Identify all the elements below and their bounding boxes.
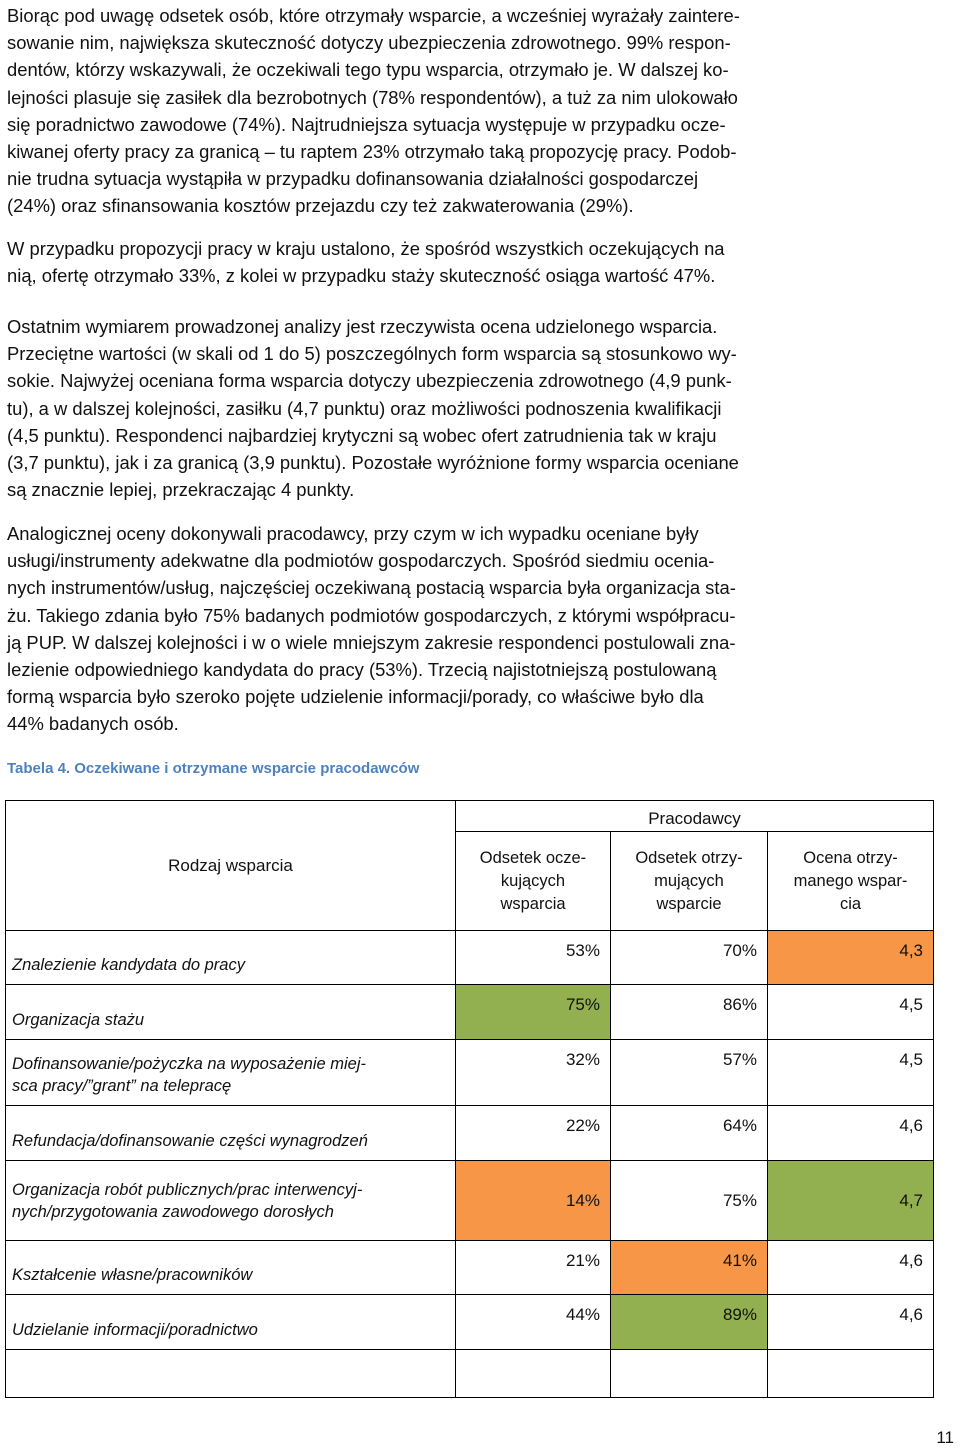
paragraph-employers: Analogicznej oceny dokonywali pracodawcy, przy czym w ich wypadku oceniane były usługi/instrumenty adekwatne dla podmiotów gospodarczych. Spośród siedmiu ocenia- nych instrumentów/usług, najczęściej oczekiwaną postacią wsparcia była organizacja sta- żu. Takiego zdania było 75% badanych podmiotów gospodarczych, z którymi współpracu- ją PUP. W dalszej kolejności i w o wiele mniejszym zakresie respondenci postulowali zna- lezienie odpowiedniego kandydata do pracy (53%). Trzecią najistotniejszą postulowaną formą wsparcia było szeroko pojęte udzielenie informacji/porady, co właściwe było dla 44% badanych osób. [7,523,736,735]
expected-value: 75% [456,985,611,1040]
row-label: Refundacja/dofinansowanie części wynagrodzeń [6,1106,456,1161]
rating-value: 4,6 [768,1106,934,1161]
row-label: Dofinansowanie/pożyczka na wyposażenie miej- sca pracy/”grant” na telepracę [6,1040,456,1106]
row-label: Organizacja stażu [6,985,456,1040]
rating-value: 4,5 [768,985,934,1040]
expected-value: 44% [456,1295,611,1350]
header-expected-percent: Odsetek ocze- kujących wsparcia [456,832,611,931]
row-label: Udzielanie informacji/poradnictwo [6,1295,456,1350]
table-caption: Tabela 4. Oczekiwane i otrzymane wsparcie pracodawców [7,760,420,777]
page-number: 11 [936,1428,954,1447]
received-value: 89% [611,1295,768,1350]
expected-value: 53% [456,931,611,985]
header-rating: Ocena otrzy- manego wspar- cia [768,832,934,931]
received-value: 64% [611,1106,768,1161]
paragraph-job-offers: W przypadku propozycji pracy w kraju ustalono, że spośród wszystkich oczekujących na nią, ofertę otrzymało 33%, z kolei w przypadku staży skuteczność osiąga wartość 47%. [7,238,725,287]
header-received-percent: Odsetek otrzy- mujących wsparcie [611,832,768,931]
received-value: 75% [611,1161,768,1241]
rating-value: 4,6 [768,1295,934,1350]
table-empty-cell [456,1350,611,1398]
header-support-type: Rodzaj wsparcia [6,801,456,931]
paragraph-effectiveness: Biorąc pod uwagę odsetek osób, które otrzymały wsparcie, a wcześniej wyrażały zaintere- sowanie nim, największa skuteczność dotyczy ubezpieczenia zdrowotnego. 99% respon- dentów, którzy wskazywali, że oczekiwali tego typu wsparcia, otrzymało je. W dalszej ko- lejności plasuje się zasiłek dla bezrobotnych (78% respondentów), a tuż za nim ulokowało się poradnictwo zawodowe (74%). Najtrudniejsza sytuacja występuje w przypadku ocze- kiwanej oferty pracy za granicą – tu raptem 23% otrzymało taką propozycję pracy. Podob- nie trudna sytuacja wystąpiła w przypadku dofinansowania działalności gospodarczej (24%) oraz sfinansowania kosztów przejazdu czy też zakwaterowania (29%). [7,5,740,217]
row-label: Kształcenie własne/pracowników [6,1241,456,1295]
employer-support-table [5,800,934,1398]
expected-value: 22% [456,1106,611,1161]
table-empty-cell [611,1350,768,1398]
table-empty-cell [6,1350,456,1398]
table-row [6,985,934,1040]
rating-value: 4,7 [768,1161,934,1241]
received-value: 41% [611,1241,768,1295]
table-row [6,1161,934,1241]
table-row [6,1241,934,1295]
expected-value: 32% [456,1040,611,1106]
rating-value: 4,5 [768,1040,934,1106]
expected-value: 21% [456,1241,611,1295]
row-label: Organizacja robót publicznych/prac interwencyj- nych/przygotowania zawodowego dorosłych [6,1161,456,1241]
received-value: 57% [611,1040,768,1106]
expected-value: 14% [456,1161,611,1241]
rating-value: 4,6 [768,1241,934,1295]
table-empty-cell [768,1350,934,1398]
rating-value: 4,3 [768,931,934,985]
table-row [6,1106,934,1161]
table-row [6,931,934,985]
received-value: 70% [611,931,768,985]
table-row [6,1295,934,1350]
paragraph-ratings: Ostatnim wymiarem prowadzonej analizy jest rzeczywista ocena udzielonego wsparcia. Przeciętne wartości (w skali od 1 do 5) poszczególnych form wsparcia są stosunkowo wy- sokie. Najwyżej oceniana forma wsparcia dotyczy ubezpieczenia zdrowotnego (4,9 punk- tu), a w dalszej kolejności, zasiłku (4,7 punktu) oraz możliwości podnoszenia kwalifikacji (4,5 punktu). Respondenci najbardziej krytyczni są wobec ofert zatrudnienia tak w kraju (3,7 punktu), jak i za granicą (3,9 punktu). Pozostałe wyróżnione formy wsparcia oceniane są znacznie lepiej, przekraczając 4 punkty. [7,316,739,501]
header-employers-group: Pracodawcy [456,801,934,832]
row-label: Znalezienie kandydata do pracy [6,931,456,985]
table-row [6,1040,934,1106]
received-value: 86% [611,985,768,1040]
